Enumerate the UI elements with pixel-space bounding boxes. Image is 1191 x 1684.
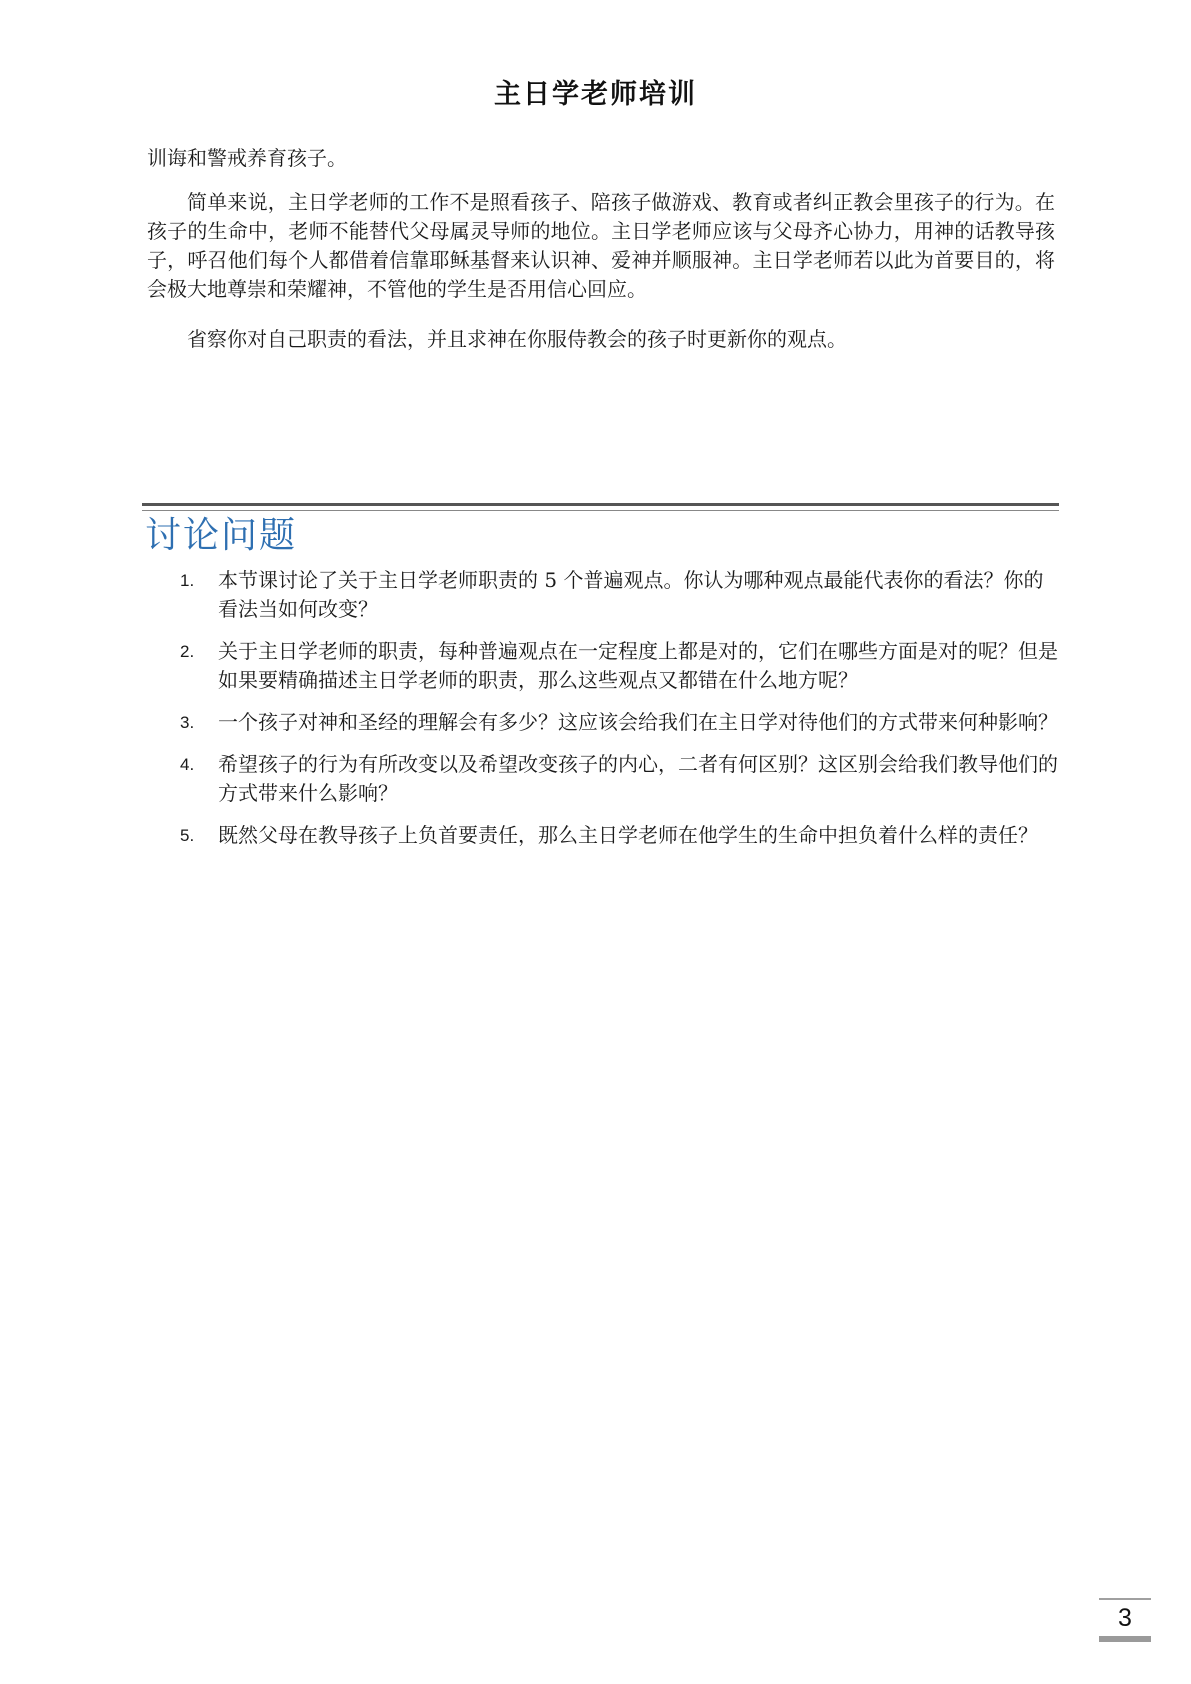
page-number: 3 bbox=[1118, 1604, 1132, 1632]
page-header-title: 主日学老师培训 bbox=[494, 79, 697, 110]
question-number: 3. bbox=[180, 713, 195, 732]
body-paragraph-2: 简单来说，主日学老师的工作不是照看孩子、陪孩子做游戏、教育或者纠正教会里孩子的行为。在孩子的生命中，老师不能替代父母属灵导师的地位。主日学老师应该与父母齐心协力，用神的话教导孩子，呼召他们每个人都借着信靠耶稣基督来认识神、爱神并顺服神。主日学老师若以此为首要目的，将会极大地尊崇和荣耀神，不管他的学生是否用信心回应。 bbox=[147, 190, 1055, 301]
question-text: 希望孩子的行为有所改变以及希望改变孩子的内心，二者有何区别？这区别会给我们教导他们的方式带来什么影响？ bbox=[218, 752, 1058, 805]
question-number: 5. bbox=[180, 826, 195, 845]
discussion-question-list bbox=[180, 566, 1060, 863]
discussion-question bbox=[180, 637, 1060, 695]
discussion-question bbox=[180, 708, 1060, 737]
body-paragraph-3: 省察你对自己职责的看法，并且求神在你服侍教会的孩子时更新你的观点。 bbox=[187, 327, 847, 351]
question-text: 既然父母在教导孩子上负首要责任，那么主日学老师在他学生的生命中担负着什么样的责任？ bbox=[218, 823, 1038, 847]
question-text: 关于主日学老师的职责，每种普遍观点在一定程度上都是对的，它们在哪些方面是对的呢？但是如果要精确描述主日学老师的职责，那么这些观点又都错在什么地方呢？ bbox=[218, 639, 1058, 692]
question-number: 4. bbox=[180, 755, 195, 774]
page-number-block bbox=[1099, 1598, 1151, 1642]
discussion-question bbox=[180, 566, 1060, 624]
page-number-bottom-rule bbox=[1099, 1636, 1151, 1642]
question-text: 一个孩子对神和圣经的理解会有多少？这应该会给我们在主日学对待他们的方式带来何种影响？ bbox=[218, 710, 1058, 734]
discussion-question bbox=[180, 821, 1060, 850]
question-text: 本节课讨论了关于主日学老师职责的 5 个普遍观点。你认为哪种观点最能代表你的看法？你的看法当如何改变？ bbox=[218, 568, 1044, 621]
question-number: 2. bbox=[180, 642, 195, 661]
discussion-section-title: 讨论问题 bbox=[145, 515, 298, 556]
discussion-question bbox=[180, 750, 1060, 808]
body-paragraph-1: 训诲和警戒养育孩子。 bbox=[147, 146, 347, 170]
question-number: 1. bbox=[180, 571, 195, 590]
section-divider-thick bbox=[142, 503, 1059, 506]
